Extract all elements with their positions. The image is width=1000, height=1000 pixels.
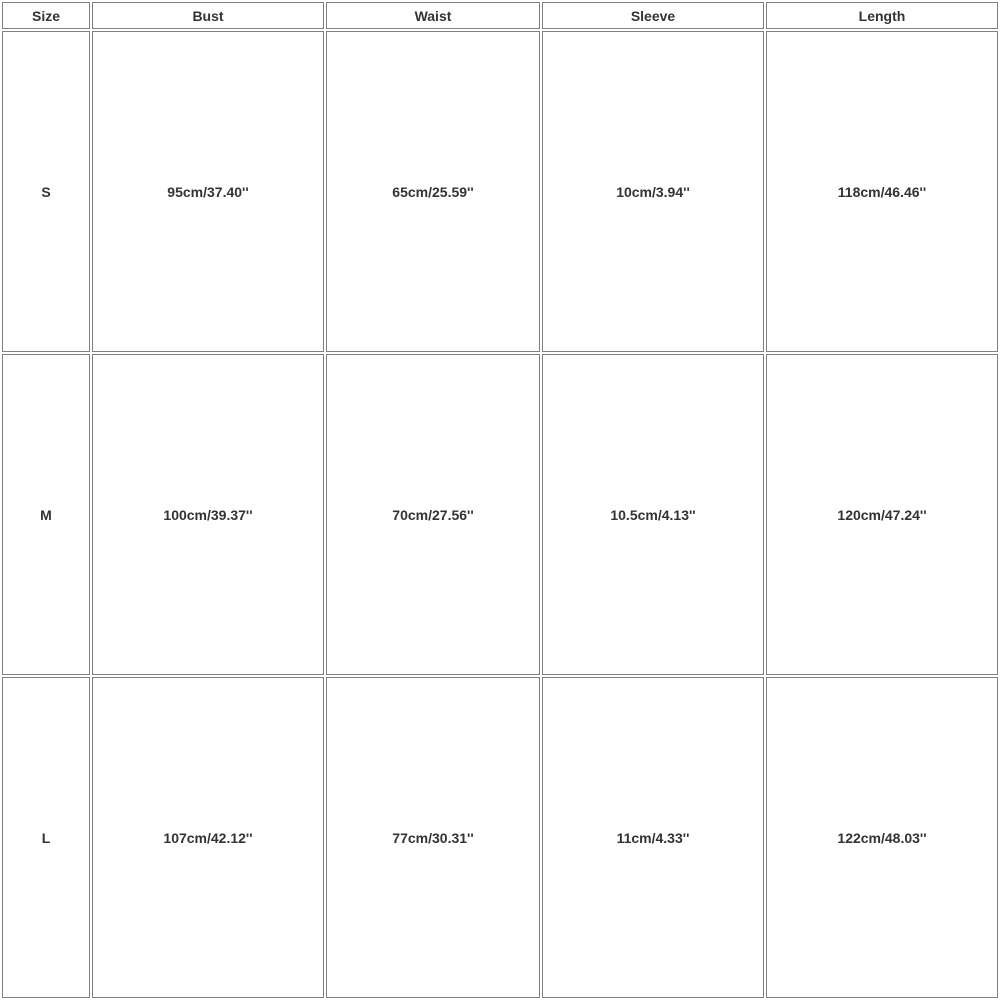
cell-waist: 65cm/25.59'' [326,31,540,352]
table-row [2,31,998,352]
header-sleeve: Sleeve [542,2,764,29]
cell-bust: 107cm/42.12'' [92,677,324,998]
cell-bust: 100cm/39.37'' [92,354,324,675]
table-body [2,31,998,998]
cell-waist: 77cm/30.31'' [326,677,540,998]
header-length: Length [766,2,998,29]
cell-length: 118cm/46.46'' [766,31,998,352]
cell-size: S [2,31,90,352]
cell-waist: 70cm/27.56'' [326,354,540,675]
cell-sleeve: 10.5cm/4.13'' [542,354,764,675]
header-size: Size [2,2,90,29]
header-waist: Waist [326,2,540,29]
cell-length: 122cm/48.03'' [766,677,998,998]
cell-size: M [2,354,90,675]
cell-length: 120cm/47.24'' [766,354,998,675]
cell-sleeve: 11cm/4.33'' [542,677,764,998]
cell-bust: 95cm/37.40'' [92,31,324,352]
header-row [2,2,998,29]
header-bust: Bust [92,2,324,29]
table-row [2,354,998,675]
cell-sleeve: 10cm/3.94'' [542,31,764,352]
cell-size: L [2,677,90,998]
table-header [2,2,998,29]
table-row [2,677,998,998]
